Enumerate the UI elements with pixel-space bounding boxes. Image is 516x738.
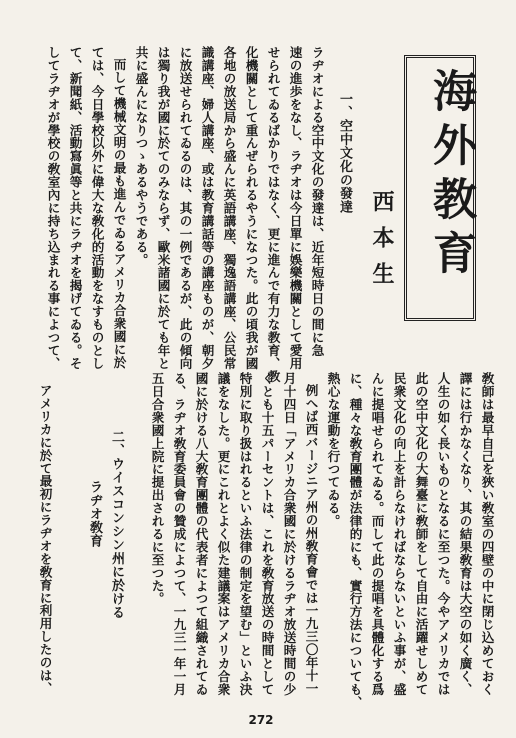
body-line: る、ラヂオ敎育委員會の贊成によつて、一九三一年一月: [171, 372, 187, 696]
body-line: 各地の放送局から盛んに英語講座、獨逸語講座、公民常: [221, 46, 237, 370]
body-line: んに提唱せられてゐる。而して此の提唱を具體化する爲: [369, 372, 385, 696]
section-heading-1: 一、空中文化の發達: [337, 92, 352, 214]
body-line: 而して機械文明の最も進んでゐるアメリカ合衆國に於: [111, 58, 127, 369]
body-line: に、種々な敎育團體が法律的にも、實行方法についても、: [347, 372, 363, 709]
body-line: ラヂオによる空中文化の發達は、近年短時日の間に急: [309, 46, 325, 357]
body-line: 速の進歩をなし、ラヂオは今日單に娛樂機關として愛用: [287, 46, 303, 370]
page-number: 272: [248, 713, 274, 727]
author-name: 西本生: [369, 190, 394, 298]
body-line: に放送せられてゐるのは、其の一例であるが、此の傾向: [177, 46, 193, 370]
body-line: 民衆文化の向上を計らなければならないといふ事が、盛: [391, 372, 407, 696]
body-line: て、新聞紙、活動寫眞等と共にラヂオを揭げてゐる。そ: [67, 46, 83, 370]
body-line: せられてゐるばかりではなく、更に進んで有力な教育、教: [265, 46, 281, 383]
body-line: ては、今日學校以外に偉大な敎化的活動をなすものとし: [89, 46, 105, 370]
body-line: 共に盛んになりつゝあるやうである。: [133, 46, 149, 267]
body-line: 此の空中文化の大舞臺に敎師をして自由に活躍せしめて: [413, 372, 429, 696]
body-line: 五日合衆國上院に提出されるに至つた。: [149, 372, 165, 606]
body-line: 例へば西バージニア州の州敎育會では一九三〇年十一: [303, 384, 319, 695]
body-line: アメリカに於て最初にラヂオを敎育に利用したのは、: [37, 384, 53, 695]
body-line: 識講座、婦人講座、或は教育講話等の講座ものが、朝夕: [199, 46, 215, 370]
body-line: くとも十五パーセントは、これを敎育放送の時間として: [259, 372, 275, 696]
body-line: 人生の如く長いものとなるに至つた。今やアメリカでは: [435, 372, 451, 696]
body-line: 月十四日「アメリカ合衆國に於けるラヂオ放送時間の少: [281, 372, 297, 696]
section-heading-2-cont: ラヂオ敎育: [87, 480, 102, 548]
body-line: 特別に取り扱はれるといふ法律の制定を望む」といふ決: [237, 372, 253, 696]
body-line: 國に於ける八大敎育團體の代表者によつて組織されてゐ: [193, 372, 209, 696]
body-line: 熱心な運動を行つてゐる。: [325, 372, 341, 528]
body-line: してラヂオが學校の敎室內に持ち込まれる事によつて、: [45, 46, 61, 370]
body-line: 議をなした。更にこれとよく似た建議案はアメリカ合衆: [215, 372, 231, 696]
body-line: は獨り我が國に於てのみならず、歐米諸國に於ても年と: [155, 46, 171, 370]
body-line: 譯には行かなくなり、其の結果敎育は大空の如く廣く、: [457, 372, 473, 696]
body-line: 敎師は最早自己を狹い敎室の四壁の中に閉じ込めておく: [479, 372, 495, 696]
section-heading-2: 二、ウイスコンシン州に於ける: [109, 430, 124, 619]
body-line: 化機關として重んぜられるやうになつた。此の頃我が國: [243, 46, 259, 370]
article-title: 海外教育: [425, 68, 476, 284]
